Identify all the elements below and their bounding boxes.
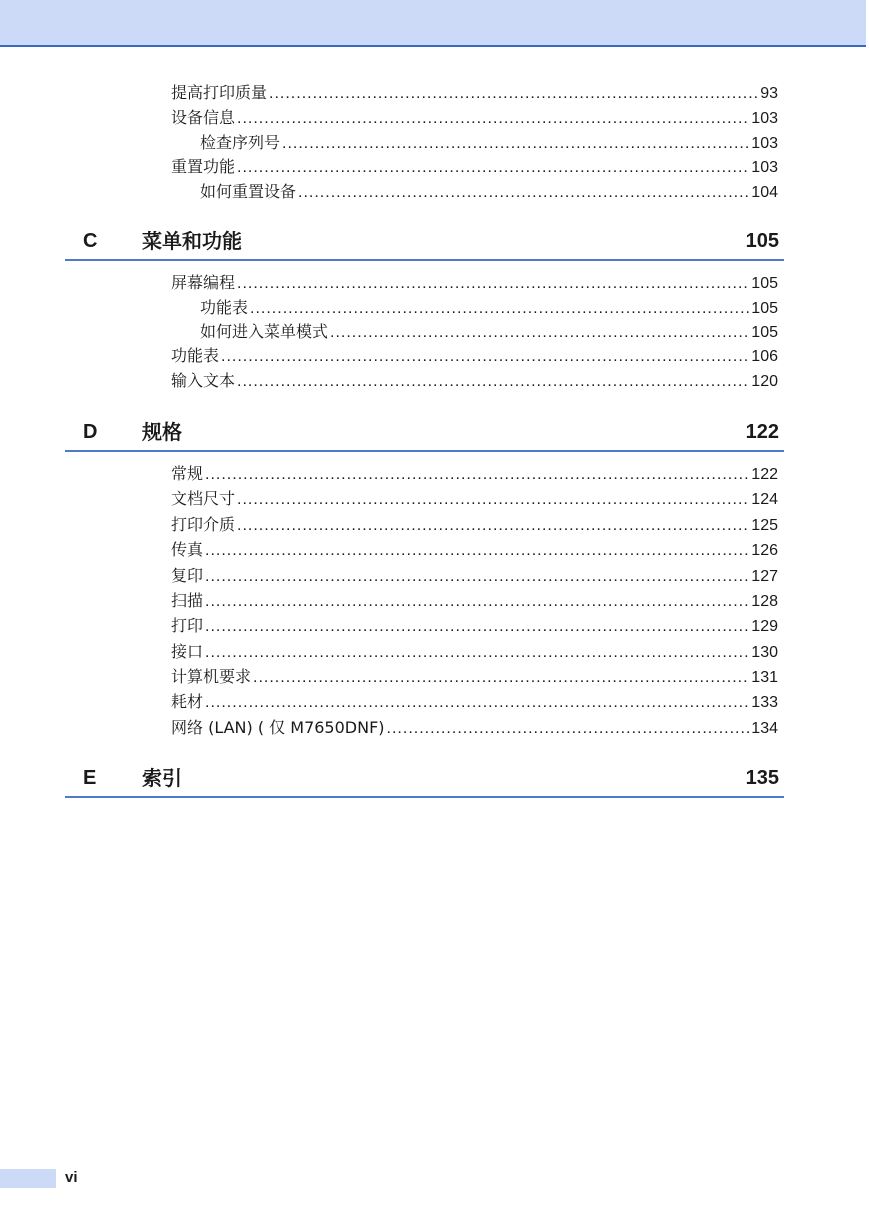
toc-subentry[interactable] <box>0 322 778 342</box>
toc-entry[interactable] <box>0 489 778 509</box>
toc-entry-page: 125 <box>751 517 778 534</box>
toc-entry-title: 常规 <box>171 464 204 483</box>
toc-entry-title: 重置功能 <box>171 157 236 176</box>
dot-leader <box>205 643 749 663</box>
dot-leader <box>205 617 749 637</box>
toc-entry-page: 127 <box>751 568 778 585</box>
toc-entry-title: 如何进入菜单模式 <box>200 322 329 341</box>
toc-entry-page: 126 <box>751 542 778 559</box>
toc-entry-title: 功能表 <box>171 346 220 365</box>
toc-entry[interactable] <box>0 346 778 366</box>
toc-entry-page: 128 <box>751 593 778 610</box>
toc-entry-page: 131 <box>751 669 778 686</box>
toc-entry[interactable] <box>0 591 778 611</box>
toc-entry-title: 打印 <box>171 616 204 635</box>
dot-leader <box>237 516 749 536</box>
dot-leader <box>298 183 749 203</box>
toc-entry-title: 传真 <box>171 540 204 559</box>
toc-entry-title: 扫描 <box>171 591 204 610</box>
toc-entry[interactable] <box>0 616 778 636</box>
toc-subentry[interactable] <box>0 298 778 318</box>
dot-leader <box>205 567 749 587</box>
toc-entry-title: 文档尺寸 <box>171 489 236 508</box>
chapter-letter: D <box>83 421 98 443</box>
toc-entry-title: 设备信息 <box>171 108 236 127</box>
toc-entry[interactable] <box>0 371 778 391</box>
chapter-letter: C <box>83 230 98 252</box>
chapter-heading-c[interactable] <box>65 229 784 261</box>
dot-leader <box>237 109 749 129</box>
toc-entry-page: 103 <box>751 110 778 127</box>
dot-leader <box>237 490 749 510</box>
chapter-heading-d[interactable] <box>65 420 784 452</box>
toc-entry[interactable] <box>0 83 778 103</box>
toc-entry[interactable] <box>0 642 778 662</box>
toc-entry[interactable] <box>0 718 778 738</box>
chapter-title: 规格 <box>142 420 182 444</box>
toc-entry-page: 105 <box>751 300 778 317</box>
toc-entry[interactable] <box>0 273 778 293</box>
dot-leader <box>330 323 749 343</box>
dot-leader <box>250 299 749 319</box>
toc-entry-page: 103 <box>751 159 778 176</box>
chapter-title: 菜单和功能 <box>142 229 242 253</box>
toc-entry[interactable] <box>0 667 778 687</box>
dot-leader <box>205 592 749 612</box>
chapter-page: 135 <box>745 767 779 789</box>
toc-entry-page: 105 <box>751 275 778 292</box>
toc-entry-title: 功能表 <box>200 298 249 317</box>
toc-entry-page: 122 <box>751 466 778 483</box>
toc-entry-title: 提高打印质量 <box>171 83 268 102</box>
toc-entry-page: 129 <box>751 618 778 635</box>
toc-entry-title: 复印 <box>171 566 204 585</box>
toc-entry-page: 130 <box>751 644 778 661</box>
toc-entry-title: 输入文本 <box>171 371 236 390</box>
toc-entry[interactable] <box>0 464 778 484</box>
dot-leader <box>205 693 749 713</box>
toc-entry-title: 接口 <box>171 642 204 661</box>
toc-entry-title: 打印介质 <box>171 515 236 534</box>
dot-leader <box>237 274 749 294</box>
chapter-page: 122 <box>745 421 779 443</box>
toc-entry-page: 120 <box>751 373 778 390</box>
page-number: vi <box>65 1169 78 1186</box>
toc-entry[interactable] <box>0 566 778 586</box>
toc-subentry[interactable] <box>0 182 778 202</box>
dot-leader <box>253 668 749 688</box>
dot-leader <box>205 465 749 485</box>
toc-entry-title: 耗材 <box>171 692 204 711</box>
toc-subentry[interactable] <box>0 133 778 153</box>
toc-entry-title: 计算机要求 <box>171 667 252 686</box>
toc-entry-title: 如何重置设备 <box>200 182 297 201</box>
toc-entry-page: 93 <box>760 85 778 102</box>
dot-leader <box>387 719 750 739</box>
chapter-page: 105 <box>745 230 779 252</box>
toc-entry[interactable] <box>0 692 778 712</box>
toc-entry-page: 103 <box>751 135 778 152</box>
toc-entry-page: 133 <box>751 694 778 711</box>
toc-entry[interactable] <box>0 108 778 128</box>
chapter-heading-e[interactable] <box>65 766 784 798</box>
dot-leader <box>269 84 758 104</box>
header-band <box>0 0 866 47</box>
dot-leader <box>205 541 749 561</box>
dot-leader <box>221 347 749 367</box>
toc-entry-title: 网络 (LAN) ( 仅 M7650DNF) <box>171 718 385 737</box>
toc-entry-page: 134 <box>751 720 778 737</box>
toc-entry-title: 检查序列号 <box>200 133 281 152</box>
toc-entry-title: 屏幕编程 <box>171 273 236 292</box>
toc-entry-page: 105 <box>751 324 778 341</box>
dot-leader <box>237 372 749 392</box>
toc-entry[interactable] <box>0 540 778 560</box>
chapter-letter: E <box>83 767 97 789</box>
dot-leader <box>282 134 749 154</box>
toc-entry-page: 106 <box>751 348 778 365</box>
toc-entry-page: 124 <box>751 491 778 508</box>
footer-band <box>0 1169 56 1188</box>
dot-leader <box>237 158 749 178</box>
chapter-title: 索引 <box>142 766 182 790</box>
toc-entry[interactable] <box>0 515 778 535</box>
toc-entry-page: 104 <box>751 184 778 201</box>
toc-entry[interactable] <box>0 157 778 177</box>
